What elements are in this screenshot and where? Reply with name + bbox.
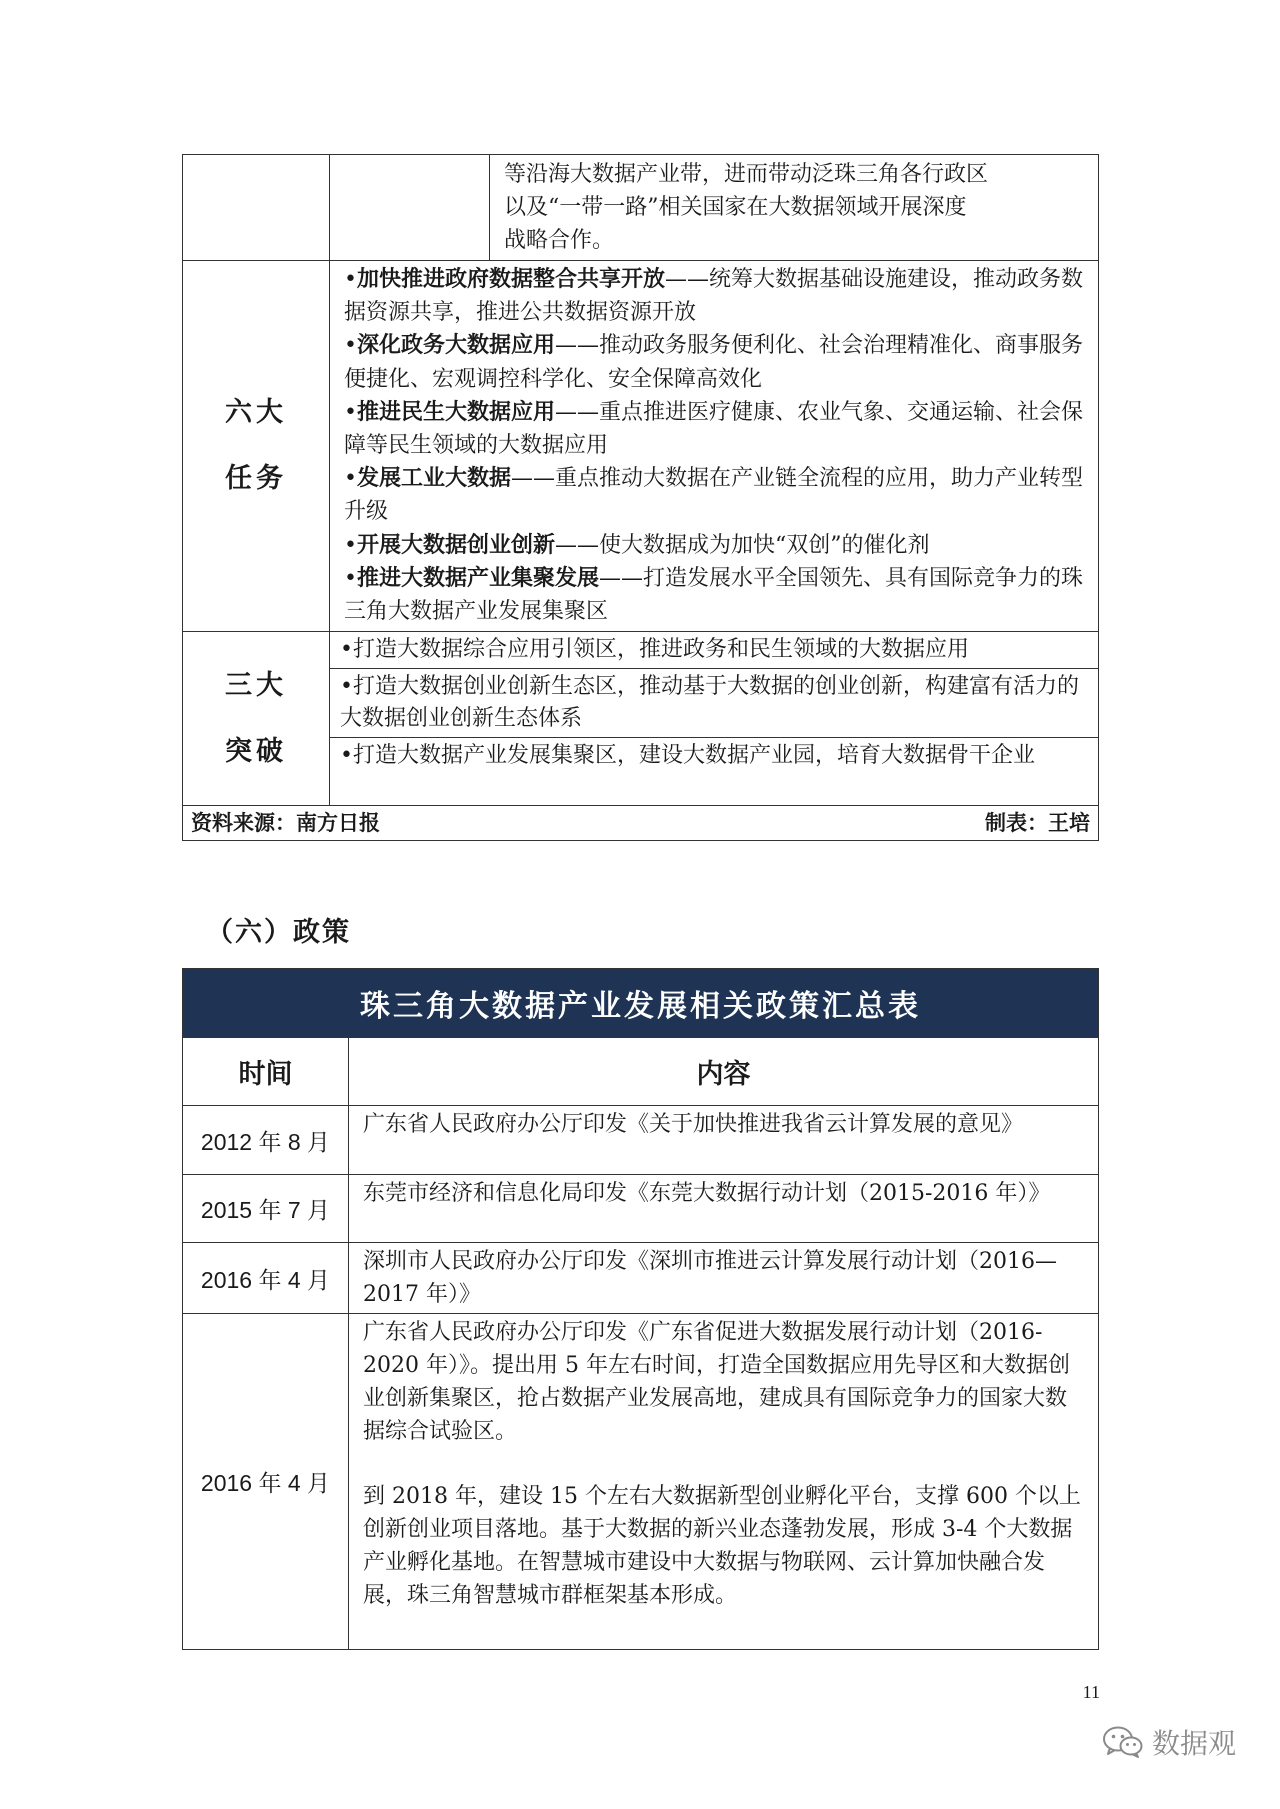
table-footer-row <box>183 806 1099 841</box>
tasks-row <box>183 261 1099 632</box>
date-cell: 2015 年 7 月 <box>183 1175 349 1243</box>
policy-table-header-row <box>183 1038 1099 1106</box>
date-cell: 2012 年 8 月 <box>183 1106 349 1175</box>
task-title: 推进民生大数据应用 <box>356 399 555 425</box>
column-header-time: 时间 <box>183 1038 349 1106</box>
section-heading: （六）政策 <box>206 917 351 948</box>
content-cell <box>349 1106 1099 1175</box>
empty-cell <box>330 155 490 261</box>
table-footer <box>183 806 1099 841</box>
task-title: 开展大数据创业创新 <box>356 532 555 558</box>
content-paragraph: 到 2018 年，建设 15 个左右大数据新型创业孵化平台，支撑 600 个以上创新创业项目落地。基于大数据的新兴业态蓬勃发展，形成 3-4 个大数据产业孵化基地。在智慧城市建设中大数据与物联网、云计算加快融合发展，珠三角智慧城市群框架基本形成。 <box>363 1484 1081 1608</box>
tasks-label <box>183 261 330 632</box>
tasks-label-line: 任务 <box>225 463 287 494</box>
content-paragraph: 东莞市经济和信息化局印发《东莞大数据行动计划（2015-2016 年）》 <box>363 1181 1051 1206</box>
date-cell: 2016 年 4 月 <box>183 1243 349 1314</box>
breakthroughs-label-line: 三大 <box>225 669 287 701</box>
breakthroughs-label-line: 突破 <box>225 735 287 767</box>
source-note: 资料来源：南方日报 <box>191 811 380 835</box>
tasks-label-line: 六大 <box>225 397 287 428</box>
task-item: •开展大数据创业创新——使大数据成为加快“双创”的催化剂 <box>344 532 930 558</box>
task-title: 发展工业大数据 <box>356 466 511 492</box>
wechat-icon <box>1102 1725 1144 1759</box>
task-item: •推进大数据产业集聚发展——打造发展水平全国领先、具有国际竞争力的珠三角大数据产业发展集聚区 <box>344 565 1084 625</box>
task-title: 加快推进政府数据整合共享开放 <box>356 267 665 292</box>
task-desc: ——推动政务服务便利化、社会治理精准化、商事服务便捷化、宏观调控科学化、安全保障高效化 <box>344 333 1084 392</box>
tasks-cell <box>330 261 1099 632</box>
table-row <box>183 1314 1099 1650</box>
author-note: 制表：王培 <box>985 811 1090 835</box>
breakthrough-item: •打造大数据创业创新生态区，推动基于大数据的创业创新，构建富有活力的大数据创业创新生态体系 <box>330 669 1099 738</box>
task-item: •深化政务大数据应用——推动政务服务便利化、社会治理精准化、商事服务便捷化、宏观调控科学化、安全保障高效化 <box>344 333 1084 392</box>
content-cell <box>349 1175 1099 1243</box>
content-paragraph: 深圳市人民政府办公厅印发《深圳市推进云计算发展行动计划（2016—2017 年）》 <box>363 1249 1057 1307</box>
text-line: 等沿海大数据产业带，进而带动泛珠三角各行政区 <box>504 162 989 187</box>
task-item: •发展工业大数据——重点推动大数据在产业链全流程的应用，助力产业转型升级 <box>344 466 1084 525</box>
task-desc: ——统筹大数据基础设施建设，推动政务数据资源共享，推进公共数据资源开放 <box>344 267 1084 326</box>
date-cell: 2016 年 4 月 <box>183 1314 349 1650</box>
watermark <box>1102 1722 1236 1762</box>
continuation-row <box>183 155 1099 261</box>
breakthroughs-label <box>183 632 330 806</box>
content-cell <box>349 1314 1099 1650</box>
strategy-table <box>182 154 1099 841</box>
task-desc: ——重点推进医疗健康、农业气象、交通运输、社会保障等民生领域的大数据应用 <box>344 399 1084 459</box>
continuation-cell <box>490 155 1099 261</box>
page-number: 11 <box>1082 1682 1100 1702</box>
policy-table <box>182 968 1099 1650</box>
breakthrough-item: •打造大数据综合应用引领区，推进政务和民生领域的大数据应用 <box>330 632 1099 669</box>
breakthrough-row <box>183 632 1099 669</box>
task-title: 深化政务大数据应用 <box>356 333 555 359</box>
task-desc: ——打造发展水平全国领先、具有国际竞争力的珠三角大数据产业发展集聚区 <box>344 565 1084 625</box>
task-title: 推进大数据产业集聚发展 <box>356 565 599 591</box>
policy-table-title: 珠三角大数据产业发展相关政策汇总表 <box>183 969 1099 1038</box>
table-row <box>183 1106 1099 1175</box>
task-desc: ——重点推动大数据在产业链全流程的应用，助力产业转型升级 <box>344 466 1084 525</box>
watermark-text: 数据观 <box>1152 1727 1237 1760</box>
empty-cell <box>183 155 330 261</box>
policy-table-title-row <box>183 969 1099 1038</box>
task-desc: ——使大数据成为加快“双创”的催化剂 <box>555 532 930 558</box>
continuation-text <box>490 155 1098 260</box>
table-row <box>183 1175 1099 1243</box>
text-line: 战略合作。 <box>504 228 615 253</box>
text-line: 以及“一带一路”相关国家在大数据领域开展深度 <box>504 195 967 220</box>
content-paragraph: 广东省人民政府办公厅印发《广东省促进大数据发展行动计划（2016-2020 年）》。提出用 5 年左右时间，打造全国数据应用先导区和大数据创业创新集聚区，抢占数据产业发展高地，建成具有国际竞争力的国家大数据综合试验区。 <box>363 1320 1070 1444</box>
content-paragraph: 广东省人民政府办公厅印发《关于加快推进我省云计算发展的意见》 <box>363 1112 1024 1137</box>
table-row <box>183 1243 1099 1314</box>
content-cell <box>349 1243 1099 1314</box>
task-item: •加快推进政府数据整合共享开放——统筹大数据基础设施建设，推动政务数据资源共享，推进公共数据资源开放 <box>344 267 1084 326</box>
task-item: •推进民生大数据应用——重点推进医疗健康、农业气象、交通运输、社会保障等民生领域的大数据应用 <box>344 399 1084 459</box>
breakthrough-item: •打造大数据产业发展集聚区，建设大数据产业园，培育大数据骨干企业 <box>330 738 1099 806</box>
column-header-content: 内容 <box>349 1038 1099 1106</box>
